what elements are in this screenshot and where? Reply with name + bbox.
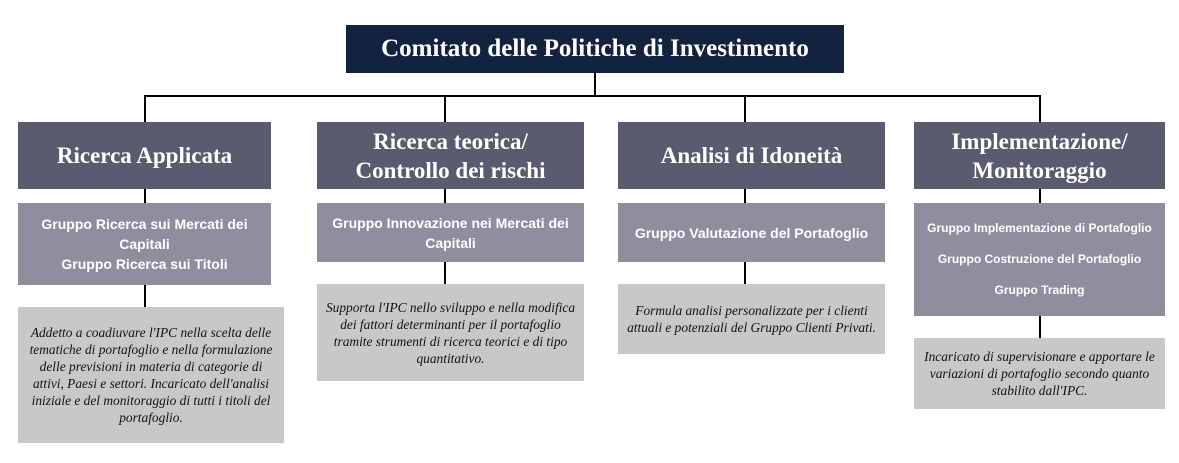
connector-col3-head-group [744,189,746,203]
committee-title: Comitato delle Politiche di Investimento [381,35,809,62]
connector-col3-drop [744,95,746,123]
group-label: Gruppo Implementazione di Portafoglio [927,221,1152,235]
group-label: Gruppo Innovazione nei Mercati dei Capitali [332,214,569,251]
group-label: Gruppo Ricerca sui Titoli [61,256,228,272]
connector-col2-head-group [444,189,446,203]
column-groups-4 [914,203,1165,316]
connector-col1-drop [144,95,146,123]
connector-col1-head-group [144,189,146,203]
connector-col2-group-desc [444,262,446,284]
column-groups-3 [618,203,885,262]
connector-col1-group-desc [144,285,146,307]
column-heading-1: Ricerca Applicata [18,122,271,189]
column-description-1: Addetto a coadiuvare l'IPC nella scelta delle tematiche di portafoglio e nella formulazione delle previsioni in materia di categorie di attivi, Paesi e settori. Incaricato dell'analisi iniziale e del monitoraggio di tutti i titoli del portafoglio. [18,307,284,443]
column-description-3: Formula analisi personalizzate per i clienti attuali e potenziali del Gruppo Clienti Privati. [618,284,885,354]
column-groups-1 [18,203,271,285]
connector-col3-group-desc [744,262,746,284]
column-heading-3: Analisi di Idoneità [618,122,885,189]
group-label: Gruppo Costruzione del Portafoglio [937,252,1142,266]
column-description-4: Incaricato di supervisionare e apportare le variazioni di portafoglio secondo quanto stabilito dall'IPC. [914,338,1165,409]
connector-col2-drop [444,95,446,123]
group-label: Gruppo Valutazione del Portafoglio [634,224,869,241]
committee-title-box [346,25,844,73]
connector-col4-head-group [1039,189,1041,203]
column-heading-4: Implementazione/ Monitoraggio [914,122,1165,189]
column-groups-2 [317,203,584,262]
connector-top-vertical [594,73,596,96]
connector-col4-group-desc [1039,316,1041,338]
column-description-2: Supporta l'IPC nello sviluppo e nella modifica dei fattori determinanti per il portafoglio tramite strumenti di ricerca teorici e di tipo quantitativo. [317,284,584,381]
column-heading-2: Ricerca teorica/ Controllo dei rischi [317,122,584,189]
group-label: Gruppo Ricerca sui Mercati dei Capitali [41,216,248,252]
group-label: Gruppo Trading [994,283,1085,297]
connector-horizontal [144,95,1041,97]
connector-col4-drop [1039,95,1041,123]
